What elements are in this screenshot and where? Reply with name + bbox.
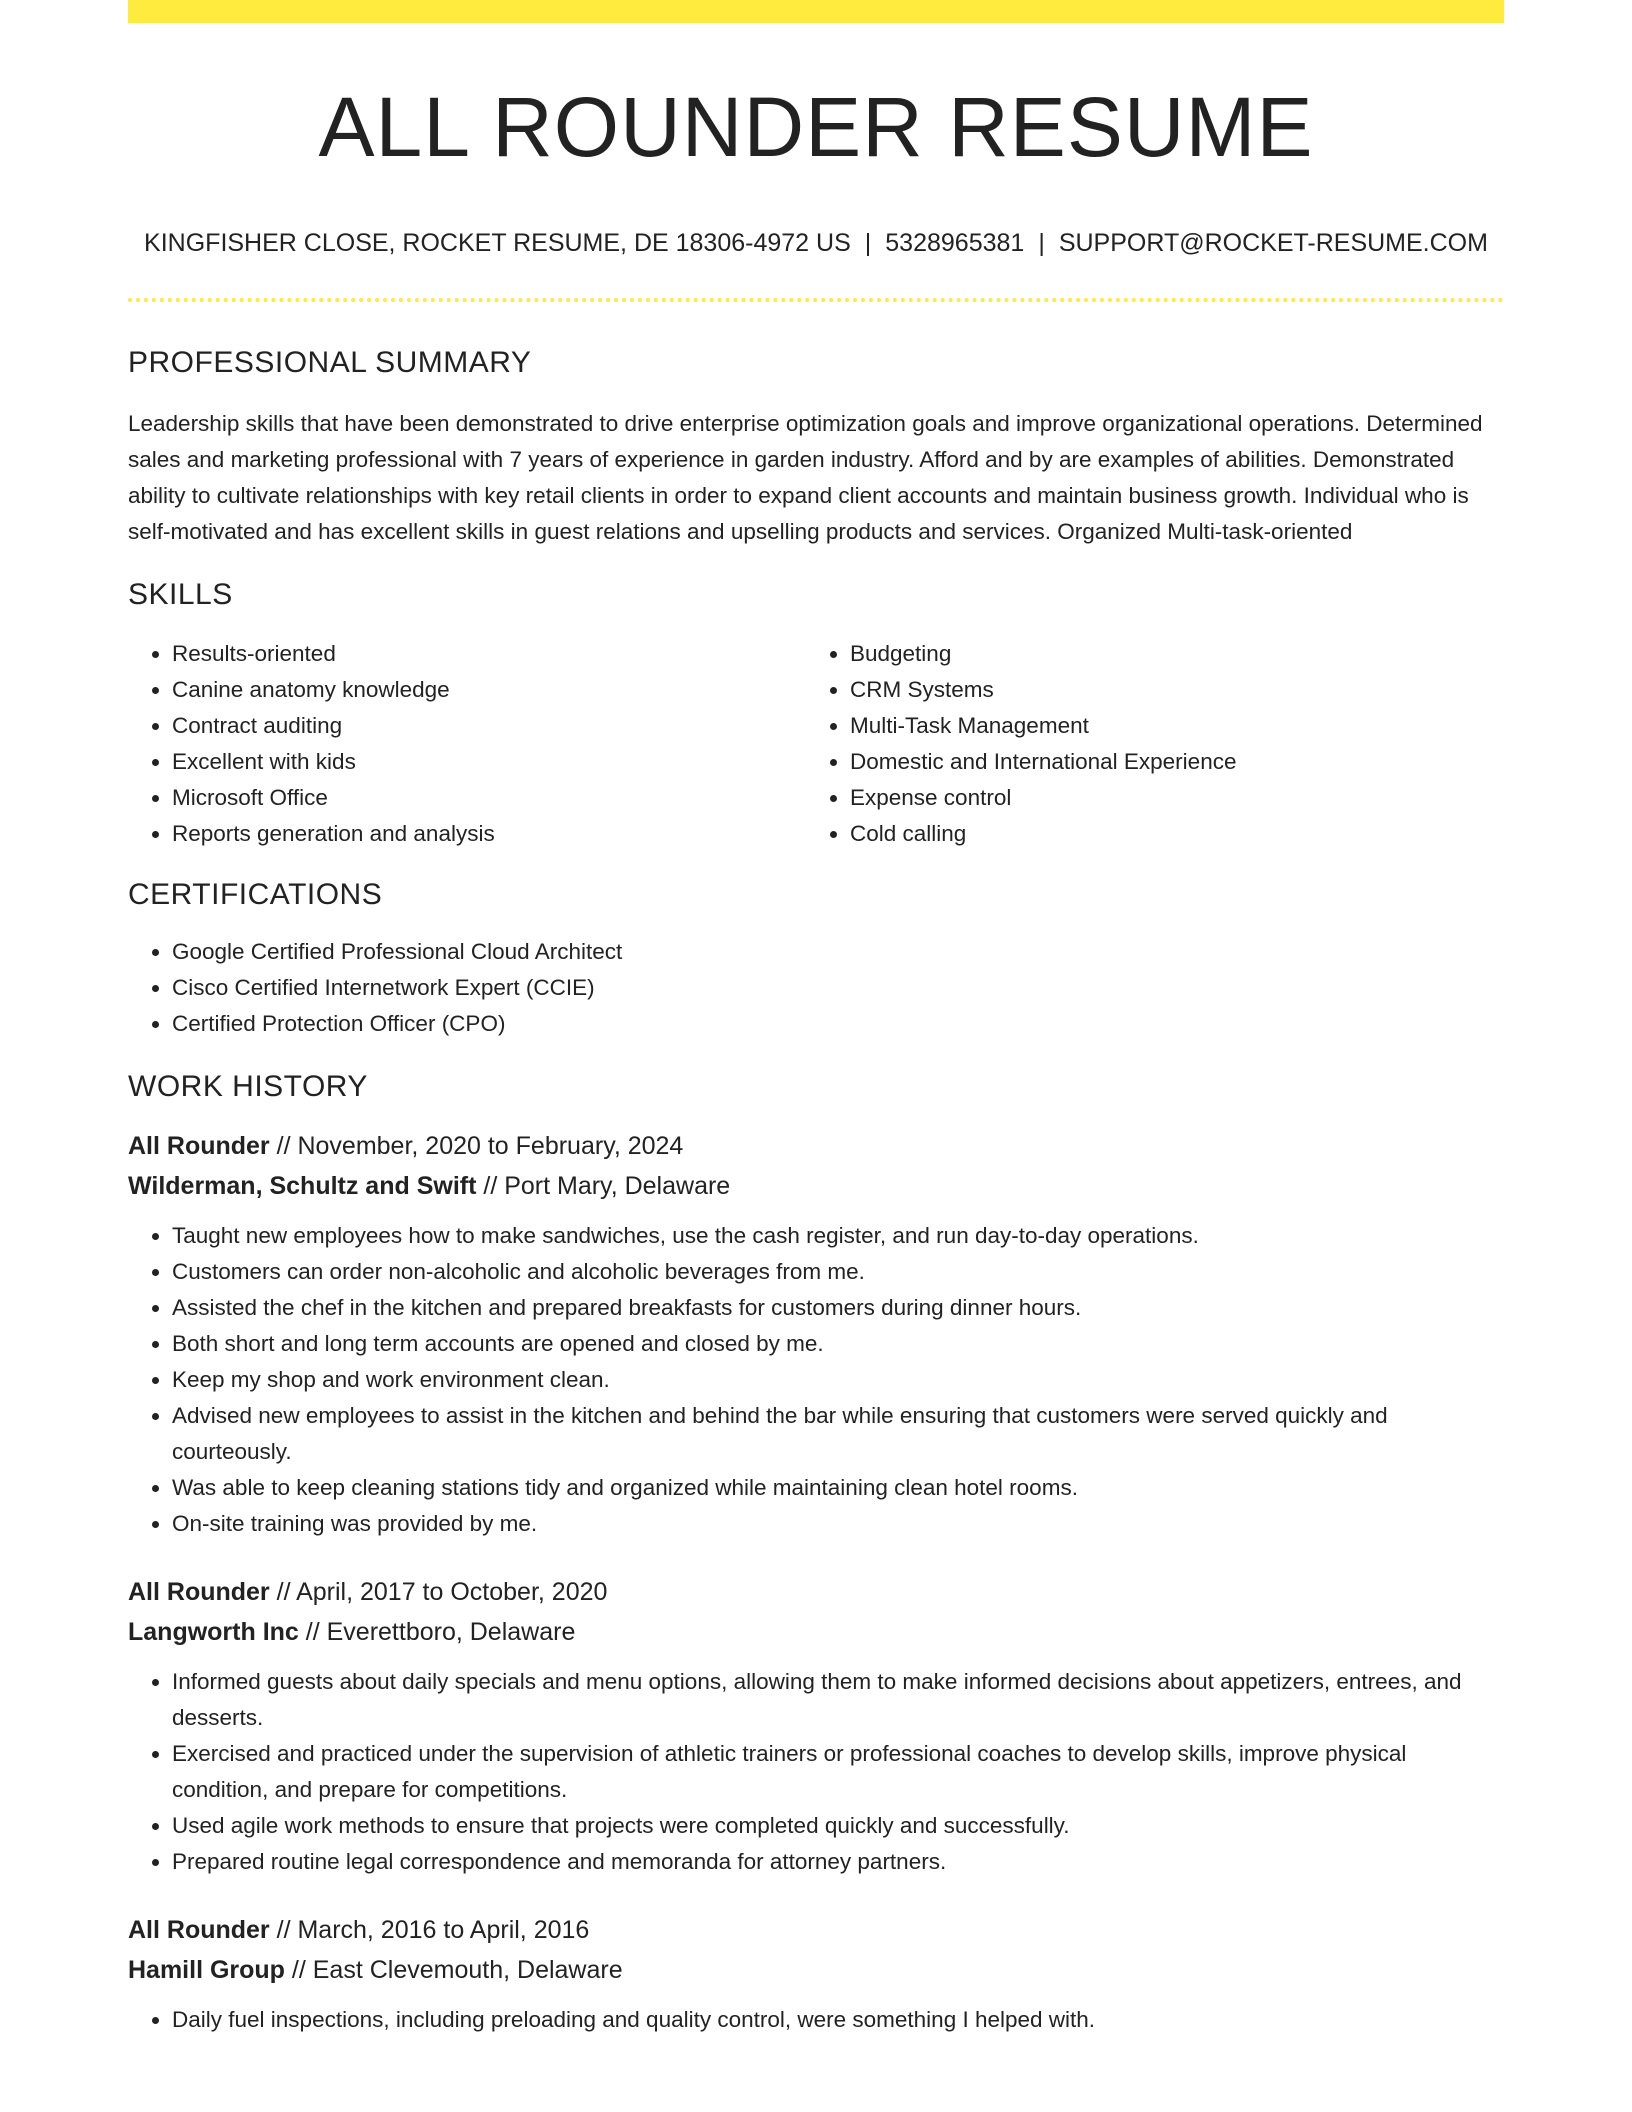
skill-item: • Domestic and International Experience	[850, 744, 1484, 780]
work-history-list	[128, 1126, 1504, 2038]
certification-item: • Google Certified Professional Cloud Architect	[172, 934, 1504, 970]
skills-column-left	[128, 636, 806, 852]
job-company: Hamill Group	[128, 1956, 285, 1984]
contact-separator: |	[864, 229, 872, 257]
accent-top-bar	[128, 0, 1504, 23]
dotted-divider	[128, 298, 1504, 302]
job-entry	[128, 1572, 1504, 1880]
job-company: Langworth Inc	[128, 1618, 299, 1646]
contact-email[interactable]: SUPPORT@ROCKET-RESUME.COM	[1058, 229, 1488, 257]
job-location: // Port Mary, Delaware	[483, 1172, 731, 1200]
summary-heading: PROFESSIONAL SUMMARY	[128, 346, 532, 379]
job-role: All Rounder	[128, 1132, 270, 1160]
job-duty: • Exercised and practiced under the supervision of athletic trainers or professional coaches to develop skills, improve physical condition, and prepare for competitions.	[172, 1736, 1504, 1808]
job-duties	[128, 1218, 1504, 1542]
job-duties	[128, 2002, 1504, 2038]
job-duty: • Assisted the chef in the kitchen and prepared breakfasts for customers during dinner hours.	[172, 1290, 1504, 1326]
skill-item: • Canine anatomy knowledge	[172, 672, 806, 708]
job-duty: • On-site training was provided by me.	[172, 1506, 1504, 1542]
resume-name: ALL ROUNDER RESUME	[318, 80, 1314, 174]
job-duty: • Daily fuel inspections, including preloading and quality control, were something I helped with.	[172, 2002, 1504, 2038]
job-company-line	[128, 1612, 1504, 1652]
job-duty: • Informed guests about daily specials and menu options, allowing them to make informed decisions about appetizers, entrees, and desserts.	[172, 1664, 1504, 1736]
skill-item: • Multi-Task Management	[850, 708, 1484, 744]
job-duties	[128, 1664, 1504, 1880]
summary-text: Leadership skills that have been demonstrated to drive enterprise optimization goals and improve organizational operations. Determined sales and marketing professional with 7 years of experience in garden industry. Afford and by are examples of abilities. Demonstrated ability to cultivate relationships with key retail clients in order to expand client accounts and maintain business growth. Individual who is self-motivated and has excellent skills in guest relations and upselling products and services. Organized Multi-task-oriented	[128, 411, 1483, 544]
job-role: All Rounder	[128, 1916, 270, 1944]
job-dates: // November, 2020 to February, 2024	[276, 1132, 684, 1160]
job-location: // Everettboro, Delaware	[305, 1618, 576, 1646]
contact-phone: 5328965381	[885, 229, 1025, 257]
certification-item: • Certified Protection Officer (CPO)	[172, 1006, 1504, 1042]
skills-list	[128, 636, 1504, 852]
job-duty: • Taught new employees how to make sandwiches, use the cash register, and run day-to-day operations.	[172, 1218, 1504, 1254]
skill-item: • Budgeting	[850, 636, 1484, 672]
job-duty: • Used agile work methods to ensure that projects were completed quickly and successfully.	[172, 1808, 1504, 1844]
job-location: // East Clevemouth, Delaware	[291, 1956, 623, 1984]
skills-heading: SKILLS	[128, 578, 233, 611]
work-history-heading: WORK HISTORY	[128, 1070, 368, 1103]
job-company: Wilderman, Schultz and Swift	[128, 1172, 477, 1200]
job-duty: • Was able to keep cleaning stations tidy and organized while maintaining clean hotel rooms.	[172, 1470, 1504, 1506]
job-duty: • Both short and long term accounts are opened and closed by me.	[172, 1326, 1504, 1362]
job-dates: // April, 2017 to October, 2020	[276, 1578, 608, 1606]
contact-line	[128, 229, 1504, 258]
certifications-list	[128, 934, 1504, 1042]
contact-address: KINGFISHER CLOSE, ROCKET RESUME, DE 18306-4972 US	[144, 229, 851, 257]
skill-item: • Results-oriented	[172, 636, 806, 672]
job-duty: • Advised new employees to assist in the kitchen and behind the bar while ensuring that customers were served quickly and courteously.	[172, 1398, 1504, 1470]
skills-column-right	[806, 636, 1484, 852]
skill-item: • Contract auditing	[172, 708, 806, 744]
job-company-line	[128, 1166, 1504, 1206]
skill-item: • Expense control	[850, 780, 1484, 816]
certifications-heading: CERTIFICATIONS	[128, 878, 383, 911]
job-role: All Rounder	[128, 1578, 270, 1606]
skill-item: • Cold calling	[850, 816, 1484, 852]
job-entry	[128, 1126, 1504, 1542]
resume-page	[128, 0, 1504, 2038]
job-title-line	[128, 1910, 1504, 1950]
skill-item: • Microsoft Office	[172, 780, 806, 816]
skill-item: • CRM Systems	[850, 672, 1484, 708]
job-title-line	[128, 1126, 1504, 1166]
certification-item: • Cisco Certified Internetwork Expert (CCIE)	[172, 970, 1504, 1006]
contact-separator: |	[1038, 229, 1045, 257]
skill-item: • Reports generation and analysis	[172, 816, 806, 852]
job-duty: • Customers can order non-alcoholic and alcoholic beverages from me.	[172, 1254, 1504, 1290]
job-duty: • Prepared routine legal correspondence and memoranda for attorney partners.	[172, 1844, 1504, 1880]
job-entry	[128, 1910, 1504, 2038]
skill-item: • Excellent with kids	[172, 744, 806, 780]
job-company-line	[128, 1950, 1504, 1990]
job-title-line	[128, 1572, 1504, 1612]
job-dates: // March, 2016 to April, 2016	[276, 1916, 590, 1944]
job-duty: • Keep my shop and work environment clean.	[172, 1362, 1504, 1398]
